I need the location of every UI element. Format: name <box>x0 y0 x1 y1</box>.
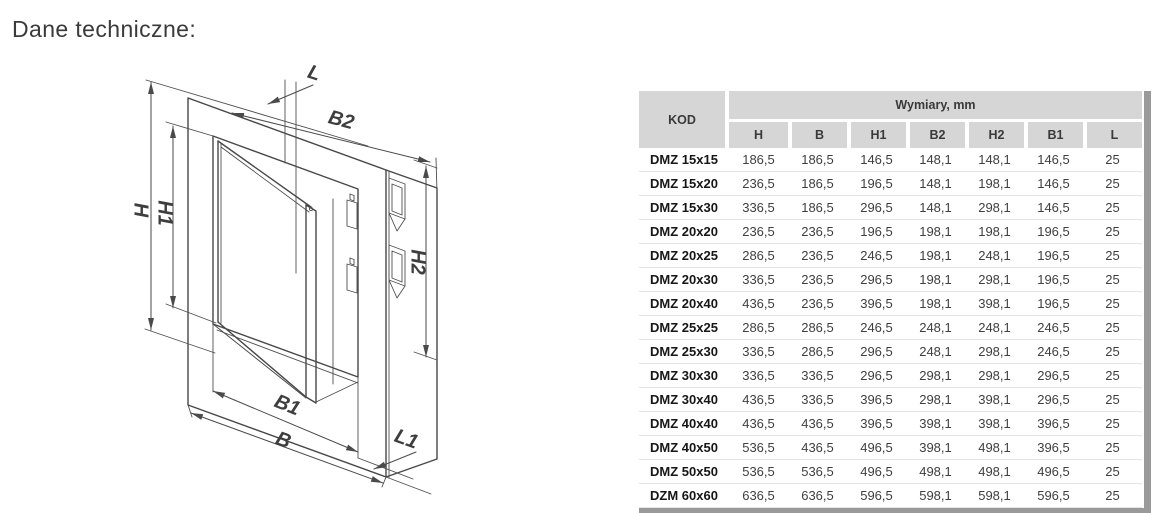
row-value: 336,5 <box>788 364 847 388</box>
row-code: DMZ 25x25 <box>639 316 729 340</box>
column-header-b1: B1 <box>1024 119 1083 148</box>
row-code: DMZ 15x30 <box>639 196 729 220</box>
row-code: DMZ 20x25 <box>639 244 729 268</box>
row-value: 296,5 <box>847 268 906 292</box>
column-header-kod: KOD <box>639 91 729 148</box>
row-code: DMZ 40x50 <box>639 436 729 460</box>
row-value: 196,5 <box>1024 220 1083 244</box>
row-value: 25 <box>1083 220 1142 244</box>
row-value: 198,1 <box>906 244 965 268</box>
row-value: 286,5 <box>788 340 847 364</box>
row-value: 298,1 <box>965 268 1024 292</box>
row-value: 25 <box>1083 484 1142 508</box>
row-value: 286,5 <box>729 316 788 340</box>
row-value: 246,5 <box>847 316 906 340</box>
row-code: DMZ 25x30 <box>639 340 729 364</box>
row-value: 196,5 <box>1024 244 1083 268</box>
row-code: DMZ 30x30 <box>639 364 729 388</box>
column-header-l: L <box>1083 119 1142 148</box>
row-value: 148,1 <box>906 196 965 220</box>
table-row <box>639 340 1142 364</box>
row-value: 336,5 <box>729 364 788 388</box>
row-value: 25 <box>1083 388 1142 412</box>
row-value: 436,5 <box>729 292 788 316</box>
row-value: 498,1 <box>906 460 965 484</box>
row-value: 398,1 <box>906 436 965 460</box>
row-value: 186,5 <box>788 172 847 196</box>
row-code: DMZ 50x50 <box>639 460 729 484</box>
group-header-wymiary: Wymiary, mm <box>729 91 1142 119</box>
row-value: 636,5 <box>729 484 788 508</box>
row-value: 25 <box>1083 340 1142 364</box>
table-row <box>639 244 1142 268</box>
table-row <box>639 220 1142 244</box>
row-value: 146,5 <box>1024 196 1083 220</box>
door-panel <box>213 141 358 403</box>
column-header-b2: B2 <box>906 119 965 148</box>
row-value: 236,5 <box>788 220 847 244</box>
column-header-h2: H2 <box>965 119 1024 148</box>
row-value: 636,5 <box>788 484 847 508</box>
technical-drawing <box>0 0 470 507</box>
row-value: 398,1 <box>965 388 1024 412</box>
dim-label-b: B <box>272 427 294 454</box>
row-value: 236,5 <box>788 292 847 316</box>
row-value: 336,5 <box>729 196 788 220</box>
row-value: 236,5 <box>788 268 847 292</box>
row-value: 246,5 <box>1024 316 1083 340</box>
row-value: 336,5 <box>729 340 788 364</box>
table-row <box>639 388 1142 412</box>
row-value: 298,1 <box>906 388 965 412</box>
mounting-clips <box>389 178 405 298</box>
row-value: 25 <box>1083 460 1142 484</box>
row-value: 596,5 <box>847 484 906 508</box>
row-value: 25 <box>1083 436 1142 460</box>
row-code: DMZ 20x40 <box>639 292 729 316</box>
row-value: 248,1 <box>965 316 1024 340</box>
row-value: 148,1 <box>906 172 965 196</box>
row-value: 198,1 <box>906 220 965 244</box>
row-value: 496,5 <box>847 460 906 484</box>
row-code: DMZ 15x15 <box>639 148 729 172</box>
row-code: DMZ 20x20 <box>639 220 729 244</box>
table-row <box>639 292 1142 316</box>
row-value: 296,5 <box>847 340 906 364</box>
row-value: 436,5 <box>788 436 847 460</box>
table-row <box>639 484 1142 508</box>
table-row <box>639 364 1142 388</box>
row-value: 25 <box>1083 148 1142 172</box>
row-value: 396,5 <box>1024 436 1083 460</box>
row-value: 198,1 <box>965 220 1024 244</box>
row-value: 336,5 <box>788 388 847 412</box>
row-value: 296,5 <box>847 364 906 388</box>
row-value: 25 <box>1083 244 1142 268</box>
row-code: DZM 60x60 <box>639 484 729 508</box>
row-value: 596,5 <box>1024 484 1083 508</box>
row-value: 246,5 <box>1024 340 1083 364</box>
row-value: 436,5 <box>729 412 788 436</box>
row-value: 248,1 <box>906 340 965 364</box>
row-value: 148,1 <box>906 148 965 172</box>
row-value: 248,1 <box>906 316 965 340</box>
row-value: 296,5 <box>1024 388 1083 412</box>
row-value: 496,5 <box>1024 460 1083 484</box>
row-value: 298,1 <box>965 196 1024 220</box>
row-value: 436,5 <box>788 412 847 436</box>
row-value: 398,1 <box>906 412 965 436</box>
dimensions-table <box>639 91 1151 513</box>
dim-label-l: L <box>305 60 324 86</box>
column-header-h1: H1 <box>847 119 906 148</box>
row-value: 25 <box>1083 316 1142 340</box>
row-value: 25 <box>1083 412 1142 436</box>
row-value: 536,5 <box>788 460 847 484</box>
row-value: 236,5 <box>729 220 788 244</box>
row-value: 25 <box>1083 172 1142 196</box>
table-row <box>639 196 1142 220</box>
row-value: 186,5 <box>788 148 847 172</box>
row-value: 146,5 <box>1024 148 1083 172</box>
column-header-h: H <box>729 119 788 148</box>
row-value: 398,1 <box>965 412 1024 436</box>
table-row <box>639 316 1142 340</box>
row-value: 296,5 <box>847 196 906 220</box>
row-value: 498,1 <box>965 460 1024 484</box>
row-value: 298,1 <box>965 364 1024 388</box>
row-value: 236,5 <box>788 244 847 268</box>
row-value: 198,1 <box>965 172 1024 196</box>
table-row <box>639 436 1142 460</box>
row-value: 598,1 <box>965 484 1024 508</box>
row-value: 186,5 <box>729 148 788 172</box>
row-value: 396,5 <box>1024 412 1083 436</box>
row-value: 536,5 <box>729 460 788 484</box>
dim-label-l1: L1 <box>391 424 421 454</box>
dim-label-h1: H1 <box>153 200 176 226</box>
row-value: 248,1 <box>965 244 1024 268</box>
row-value: 336,5 <box>729 268 788 292</box>
row-value: 396,5 <box>847 412 906 436</box>
dim-label-b1: B1 <box>271 390 304 421</box>
row-code: DMZ 20x30 <box>639 268 729 292</box>
row-value: 396,5 <box>847 292 906 316</box>
row-value: 25 <box>1083 364 1142 388</box>
row-value: 286,5 <box>729 244 788 268</box>
row-value: 148,1 <box>965 148 1024 172</box>
row-value: 196,5 <box>1024 268 1083 292</box>
row-value: 296,5 <box>1024 364 1083 388</box>
table-row <box>639 268 1142 292</box>
row-value: 396,5 <box>847 388 906 412</box>
row-value: 536,5 <box>729 436 788 460</box>
row-value: 496,5 <box>847 436 906 460</box>
row-value: 186,5 <box>788 196 847 220</box>
table-row <box>639 148 1142 172</box>
row-value: 196,5 <box>1024 292 1083 316</box>
row-value: 246,5 <box>847 244 906 268</box>
row-value: 196,5 <box>847 172 906 196</box>
table-row <box>639 412 1142 436</box>
dim-label-h2: H2 <box>406 249 429 275</box>
dim-label-h: H <box>129 202 152 218</box>
row-value: 298,1 <box>906 364 965 388</box>
row-code: DMZ 30x40 <box>639 388 729 412</box>
row-value: 198,1 <box>906 268 965 292</box>
row-value: 398,1 <box>965 292 1024 316</box>
row-value: 286,5 <box>788 316 847 340</box>
row-code: DMZ 40x40 <box>639 412 729 436</box>
page-title: Dane techniczne: <box>12 16 197 42</box>
row-value: 236,5 <box>729 172 788 196</box>
row-value: 25 <box>1083 268 1142 292</box>
latch-details <box>347 194 357 293</box>
table-row <box>639 172 1142 196</box>
row-value: 436,5 <box>729 388 788 412</box>
row-value: 198,1 <box>906 292 965 316</box>
table-body <box>639 148 1142 508</box>
row-value: 25 <box>1083 196 1142 220</box>
row-value: 298,1 <box>965 340 1024 364</box>
row-code: DMZ 15x20 <box>639 172 729 196</box>
dim-label-b2: B2 <box>325 106 357 135</box>
table-row <box>639 460 1142 484</box>
column-header-b: B <box>788 119 847 148</box>
row-value: 146,5 <box>847 148 906 172</box>
row-value: 196,5 <box>847 220 906 244</box>
row-value: 146,5 <box>1024 172 1083 196</box>
row-value: 25 <box>1083 292 1142 316</box>
row-value: 498,1 <box>965 436 1024 460</box>
row-value: 598,1 <box>906 484 965 508</box>
